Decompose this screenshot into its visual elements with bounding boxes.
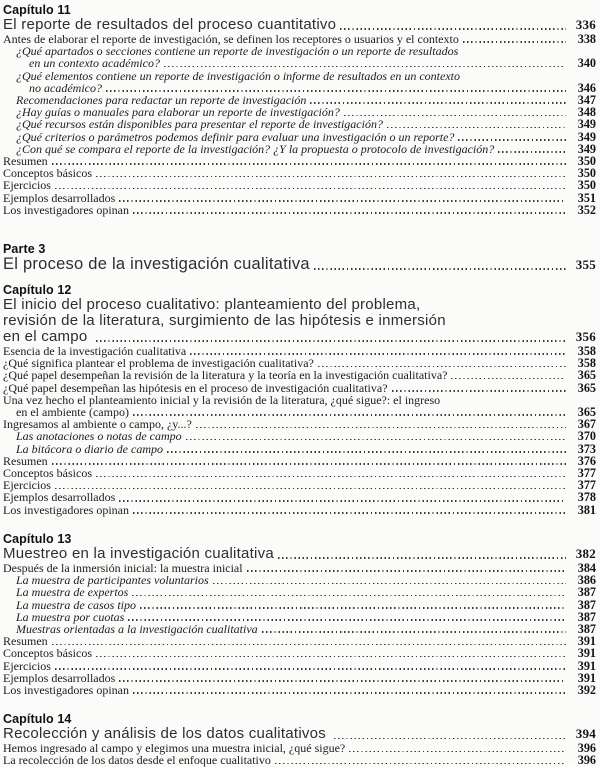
- toc-entry-text: Una vez hecho el planteamiento inicial y la revisión de la literatura, ¿qué sigue?: el ingreso: [3, 392, 441, 407]
- table-of-contents-page: [3, 3, 596, 767]
- dot-leader: [262, 631, 566, 633]
- toc-entry-text: Ejercicios: [3, 658, 51, 673]
- toc-entry-line: [3, 586, 596, 598]
- toc-entry-line: [3, 192, 596, 204]
- toc-entry-text: Ejercicios: [3, 478, 51, 493]
- toc-entry-line: [3, 179, 596, 191]
- dot-leader: [133, 414, 566, 416]
- dot-leader: [344, 115, 566, 117]
- page-number: 358: [577, 344, 596, 359]
- dot-leader: [96, 340, 566, 342]
- toc-entry-text: en un contexto académico?: [29, 56, 160, 71]
- chapter-block: [3, 532, 596, 696]
- page-number: 336: [575, 17, 596, 32]
- page-number: 338: [577, 32, 596, 46]
- toc-entry-line: [3, 599, 596, 611]
- page-number: 384: [577, 560, 596, 575]
- page-number: 391: [577, 658, 596, 673]
- page-number: 387: [577, 597, 596, 612]
- page-number: 340: [577, 56, 596, 71]
- dot-leader: [392, 390, 566, 392]
- toc-entry-line: [3, 131, 596, 143]
- chapter-title-line: [3, 256, 596, 273]
- toc-entry-text: Ejemplos desarrollados: [3, 670, 116, 685]
- chapter-title-line: [3, 297, 596, 313]
- dot-leader: [314, 268, 566, 270]
- dot-leader: [498, 151, 566, 153]
- page-number: 391: [577, 646, 596, 661]
- toc-entry-text: La muestra de expertos: [16, 585, 129, 600]
- dot-leader: [190, 353, 566, 355]
- dot-leader: [119, 680, 566, 682]
- page-number: 391: [577, 634, 596, 649]
- page-number: 387: [577, 609, 596, 624]
- dot-leader: [132, 595, 566, 597]
- chapter-title-line: [3, 546, 596, 562]
- toc-entry-text: ¿Qué papel desempeñan las hipótesis en el proceso de investigación cualitativa?: [3, 380, 388, 395]
- toc-entry-text: Los investigadores opinan: [3, 502, 129, 517]
- page-number: 356: [575, 329, 596, 345]
- page-number: 394: [575, 726, 596, 742]
- page-number: 377: [577, 466, 596, 481]
- toc-entry-text: La recolección de los datos desde el enfoque cualitativo: [3, 753, 271, 767]
- chapter-block: [3, 712, 596, 766]
- toc-entry-text: Ejemplos desarrollados: [3, 190, 116, 205]
- chapter-title-line: [3, 17, 596, 33]
- page-number: 365: [577, 405, 596, 420]
- page-number: 382: [575, 545, 596, 561]
- toc-entry-text: Muestras orientadas a la investigación cualitativa: [16, 621, 258, 636]
- dot-leader: [164, 66, 566, 68]
- toc-entry-line: [3, 660, 596, 672]
- dot-leader: [451, 378, 566, 380]
- page-number: 373: [577, 441, 596, 456]
- toc-entry-line: [3, 167, 596, 179]
- page-number: 387: [577, 585, 596, 600]
- toc-entry-text: Esencia de la investigación cualitativa: [3, 344, 187, 359]
- toc-entry-line: [3, 754, 596, 766]
- chapter-title-text: revisión de la literatura, surgimiento de las hipótesis e inmersión: [3, 312, 446, 330]
- toc-entry-line: [3, 491, 596, 503]
- dot-leader: [128, 619, 566, 621]
- dot-leader: [213, 583, 566, 585]
- toc-entry-text: La bitácora o diario de campo: [16, 441, 163, 456]
- toc-entry-text: Antes de elaborar el reporte de investigación, se definen los receptores o usuarios y el contexto: [3, 32, 459, 46]
- toc-entry-text: La muestra de participantes voluntarios: [16, 573, 209, 588]
- dot-leader: [96, 476, 566, 478]
- chapter-title-line: [3, 329, 596, 345]
- toc-entry-text: Ingresamos al ambiente o campo, ¿y...?: [3, 417, 192, 432]
- toc-entry-text: ¿Qué elementos contiene un reporte de investigación o informe de resultados en un contexto: [16, 68, 460, 83]
- toc-entry-line: [3, 143, 596, 155]
- chapter-label: Capítulo 13: [3, 531, 72, 546]
- toc-entry-text: Conceptos básicos: [3, 646, 92, 661]
- page-number: 365: [577, 380, 596, 395]
- dot-leader: [387, 127, 566, 129]
- toc-entry-text: Ejercicios: [3, 178, 51, 193]
- toc-entry-text: ¿Qué criterios o parámetros podemos definir para evaluar una investigación o un reporte?: [16, 129, 455, 144]
- page-number: 347: [577, 93, 596, 108]
- chapter-title-text: Recolección y análisis de los datos cualitativos: [3, 725, 331, 743]
- dot-leader: [318, 366, 566, 368]
- dot-leader: [463, 41, 566, 43]
- dot-leader: [52, 463, 566, 465]
- dot-leader: [119, 500, 566, 502]
- page-number: 376: [577, 453, 596, 468]
- toc-entry-text: Las anotaciones o notas de campo: [16, 429, 182, 444]
- page-number: 391: [577, 670, 596, 685]
- page-number: 386: [577, 573, 596, 588]
- dot-leader: [340, 28, 566, 30]
- page-number: 396: [577, 741, 596, 756]
- page-number: 350: [577, 166, 596, 181]
- toc-entry-line: [3, 443, 596, 455]
- toc-entry-text: Hemos ingresado al campo y elegimos una muestra inicial, ¿qué sigue?: [3, 741, 346, 756]
- part-label: Parte 3: [3, 242, 46, 257]
- toc-entry-text: Conceptos básicos: [3, 466, 92, 481]
- dot-leader: [247, 570, 566, 572]
- toc-entry-text: Recomendaciones para redactar un reporte de investigación: [16, 93, 307, 108]
- dot-leader: [106, 90, 566, 92]
- page-number: 387: [577, 621, 596, 636]
- toc-entry-line: [3, 70, 596, 82]
- dot-leader: [96, 656, 566, 658]
- toc-entry-text: ¿Qué recursos están disponibles para presentar el reporte de investigación?: [16, 117, 383, 132]
- page-number: 381: [577, 502, 596, 517]
- dot-leader: [52, 163, 566, 165]
- toc-entry-text: Resumen: [3, 634, 48, 649]
- page-number: 349: [577, 117, 596, 132]
- dot-leader: [133, 212, 566, 214]
- dot-leader: [334, 738, 566, 740]
- page-number: 350: [577, 154, 596, 169]
- toc-entry-text: en el ambiente (campo): [16, 405, 129, 420]
- toc-entry-text: La muestra de casos tipo: [16, 597, 136, 612]
- dot-leader: [119, 200, 566, 202]
- dot-leader: [278, 557, 566, 559]
- dot-leader: [458, 139, 566, 141]
- toc-entry-line: [3, 57, 596, 69]
- chapter-title-text: Muestreo en la investigación cualitativa: [3, 544, 274, 562]
- toc-entry-text: Conceptos básicos: [3, 166, 92, 181]
- chapter-title-text: en el campo: [3, 328, 92, 346]
- page-number: 358: [577, 356, 596, 371]
- chapter-label: Capítulo 14: [3, 712, 72, 727]
- chapter-block: [3, 3, 596, 216]
- toc-entry-text: ¿Qué papel desempeñan la revisión de la literatura y la teoría en la investigación cualitativa?: [3, 368, 448, 383]
- toc-entry-text: Los investigadores opinan: [3, 682, 129, 697]
- dot-leader: [133, 512, 566, 514]
- dot-leader: [275, 763, 566, 765]
- dot-leader: [186, 439, 566, 441]
- page-number: 365: [577, 368, 596, 383]
- dot-leader: [310, 102, 566, 104]
- dot-leader: [55, 188, 566, 190]
- page-number: 392: [577, 682, 596, 697]
- page-number: 355: [575, 257, 596, 273]
- chapter-title-line: [3, 726, 596, 742]
- page-number: 352: [577, 202, 596, 217]
- toc-entry-text: ¿Con qué se compara el reporte de la investigación? ¿Y la propuesta o protocolo de investigación?: [16, 141, 495, 156]
- page-number: 378: [577, 490, 596, 505]
- toc-entry-line: [3, 204, 596, 216]
- toc-entry-text: Después de la inmersión inicial: la muestra inicial: [3, 560, 243, 575]
- toc-entry-text: Ejemplos desarrollados: [3, 490, 116, 505]
- toc-entry-line: [3, 467, 596, 479]
- toc-entry-text: La muestra por cuotas: [16, 609, 125, 624]
- page-number: 349: [577, 141, 596, 156]
- dot-leader: [55, 488, 566, 490]
- page-number: 396: [577, 753, 596, 767]
- toc-entry-line: [3, 684, 596, 696]
- chapter-title-text: El reporte de resultados del proceso cuantitativo: [3, 16, 337, 33]
- toc-entry-line: [3, 369, 596, 381]
- page-number: 348: [577, 105, 596, 120]
- page-number: 350: [577, 178, 596, 193]
- chapter-label: Capítulo 12: [3, 283, 72, 298]
- dot-leader: [349, 751, 566, 753]
- chapter-title-text: El proceso de la investigación cualitativa: [3, 255, 310, 274]
- toc-entry-line: [3, 430, 596, 442]
- page-number: 370: [577, 429, 596, 444]
- page-number: 351: [577, 190, 596, 205]
- dot-leader: [96, 176, 566, 178]
- toc-entry-text: ¿Hay guías o manuales para elaborar un reporte de investigación?: [16, 105, 340, 120]
- toc-entry-text: no académico?: [29, 80, 102, 95]
- toc-entry-line: [3, 504, 596, 516]
- toc-entry-line: [3, 623, 596, 635]
- dot-leader: [52, 644, 566, 646]
- page-number: 377: [577, 478, 596, 493]
- page-number: 346: [577, 80, 596, 95]
- toc-entry-text: ¿Qué apartados o secciones contiene un reporte de investigación o un reporte de resultados: [16, 44, 459, 59]
- chapter-block: [3, 283, 596, 516]
- toc-entry-text: Resumen: [3, 453, 48, 468]
- page-number: 367: [577, 417, 596, 432]
- chapter-label: Capítulo 11: [3, 3, 71, 17]
- toc-entry-text: ¿Qué significa plantear el problema de investigación cualitativa?: [3, 356, 314, 371]
- dot-leader: [55, 668, 566, 670]
- chapter-title-line: [3, 313, 596, 329]
- dot-leader: [196, 427, 566, 429]
- page-number: 349: [577, 129, 596, 144]
- part-block: [3, 242, 596, 273]
- toc-entry-line: [3, 118, 596, 130]
- toc-entry-line: [3, 647, 596, 659]
- dot-leader: [167, 451, 566, 453]
- dot-leader: [133, 692, 566, 694]
- dot-leader: [140, 607, 566, 609]
- toc-entry-text: Los investigadores opinan: [3, 202, 129, 217]
- chapter-title-text: El inicio del proceso cualitativo: planteamiento del problema,: [3, 296, 421, 314]
- toc-entry-text: Resumen: [3, 154, 48, 169]
